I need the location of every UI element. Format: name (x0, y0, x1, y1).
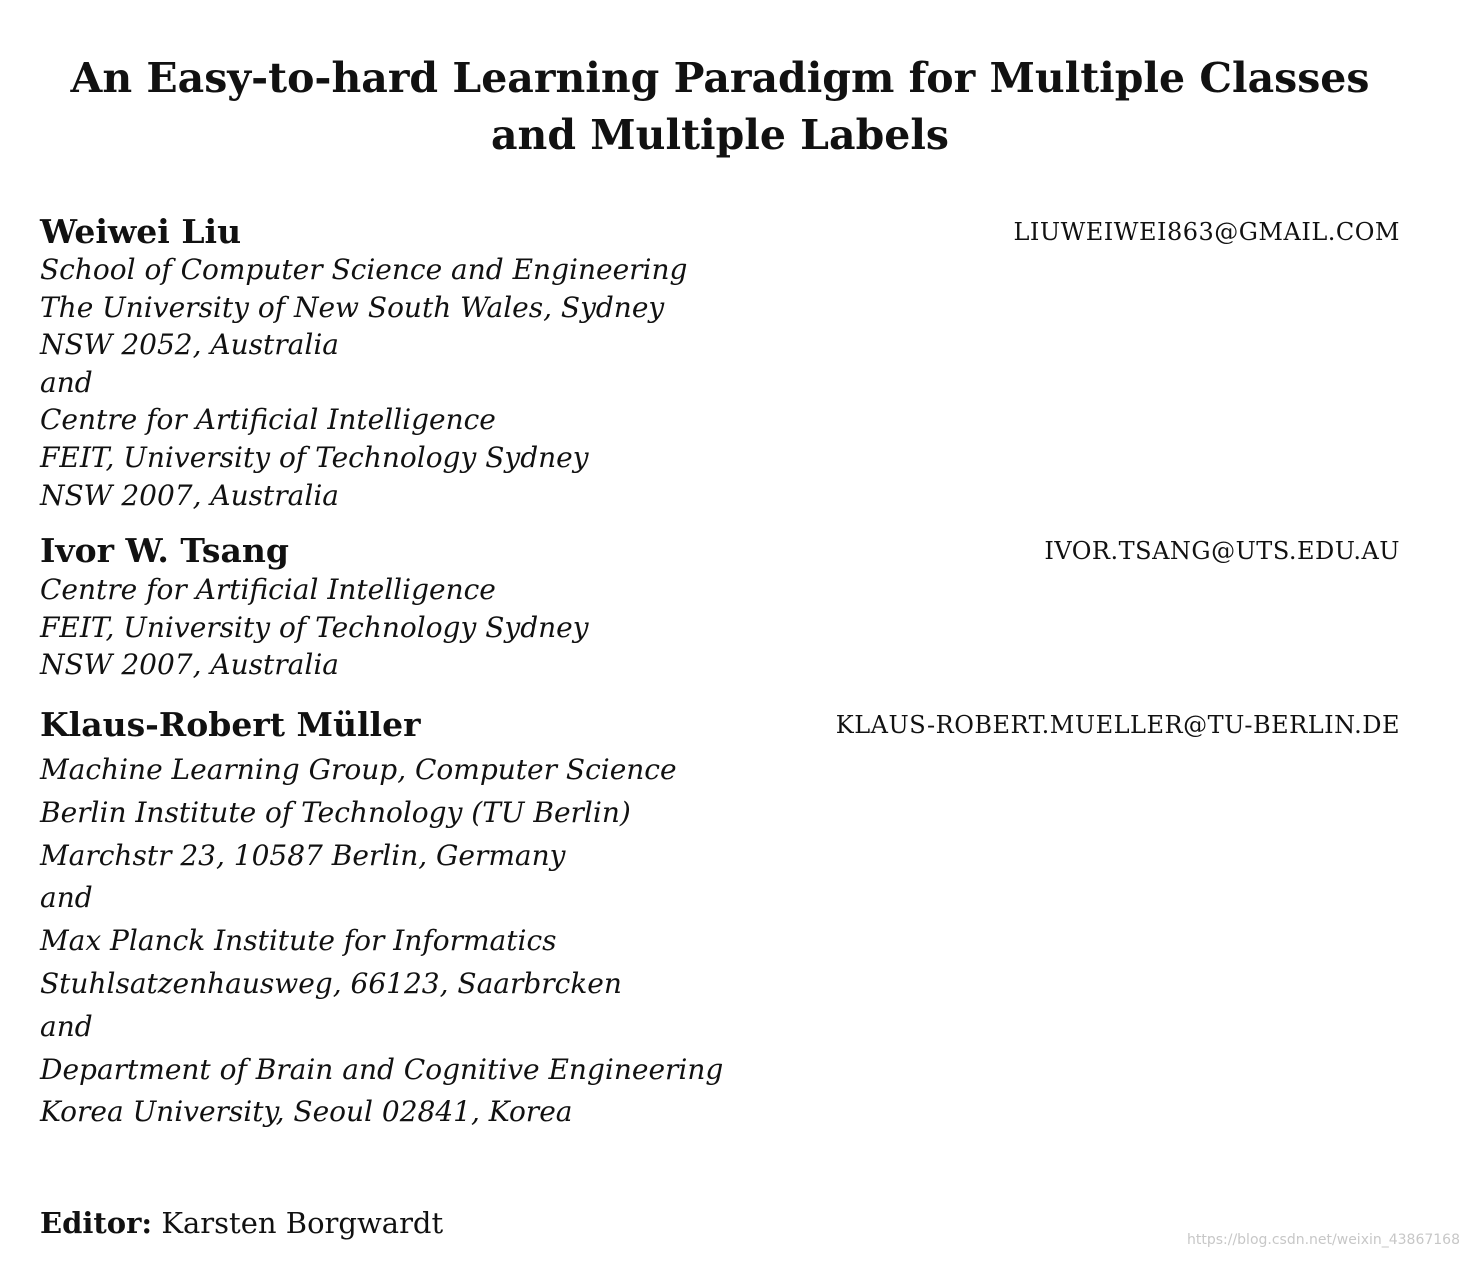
affiliation-line: FEIT, University of Technology Sydney (40, 440, 589, 474)
editor-label: Editor: (40, 1206, 153, 1240)
author-email[interactable]: LIUWEIWEI863@GMAIL.COM (1013, 218, 1400, 246)
editor-line (40, 1203, 443, 1243)
paper-title (0, 50, 1440, 164)
author-block-2 (40, 531, 1400, 684)
affiliation-line: and (40, 881, 93, 915)
author-name: Ivor W. Tsang (40, 531, 289, 570)
author-header (40, 212, 1400, 252)
title-line-1: An Easy-to-hard Learning Paradigm for Multiple Classes (70, 54, 1370, 102)
affiliation-line: Stuhlsatzenhausweg, 66123, Saarbrcken (40, 966, 622, 1000)
affiliation-line: Centre for Artificial Intelligence (40, 573, 496, 606)
affiliation-line: Centre for Artificial Intelligence (40, 403, 496, 437)
author-affiliation (40, 251, 1400, 514)
author-block-3 (40, 705, 1400, 1134)
affiliation-line: FEIT, University of Technology Sydney (40, 610, 589, 644)
affiliation-line: NSW 2007, Australia (40, 478, 339, 512)
author-block-1 (40, 212, 1400, 514)
affiliation-line: Marchstr 23, 10587 Berlin, Germany (40, 838, 566, 872)
author-header (40, 531, 1400, 571)
affiliation-line: Department of Brain and Cognitive Engineering (40, 1052, 724, 1086)
author-affiliation (40, 749, 1400, 1134)
author-header (40, 705, 1400, 745)
author-email[interactable]: KLAUS-ROBERT.MUELLER@TU-BERLIN.DE (835, 711, 1400, 739)
affiliation-line: The University of New South Wales, Sydney (40, 290, 665, 324)
watermark-url: https://blog.csdn.net/weixin_43867168 (1186, 1232, 1460, 1248)
affiliation-line: NSW 2052, Australia (40, 328, 339, 362)
title-line-2: and Multiple Labels (490, 111, 949, 159)
author-name: Klaus-Robert Müller (40, 705, 421, 744)
affiliation-line: Korea University, Seoul 02841, Korea (40, 1095, 573, 1129)
affiliation-line: Max Planck Institute for Informatics (40, 924, 557, 958)
affiliation-line: School of Computer Science and Engineering (40, 253, 688, 286)
editor-name: Karsten Borgwardt (161, 1206, 444, 1240)
affiliation-line: NSW 2007, Australia (40, 648, 339, 682)
affiliation-line: Berlin Institute of Technology (TU Berlin) (40, 795, 631, 829)
affiliation-line: and (40, 365, 93, 399)
author-email[interactable]: IVOR.TSANG@UTS.EDU.AU (1044, 537, 1400, 565)
author-name: Weiwei Liu (40, 212, 242, 251)
author-affiliation (40, 571, 1400, 684)
affiliation-line: Machine Learning Group, Computer Science (40, 753, 677, 786)
affiliation-line: and (40, 1009, 93, 1043)
